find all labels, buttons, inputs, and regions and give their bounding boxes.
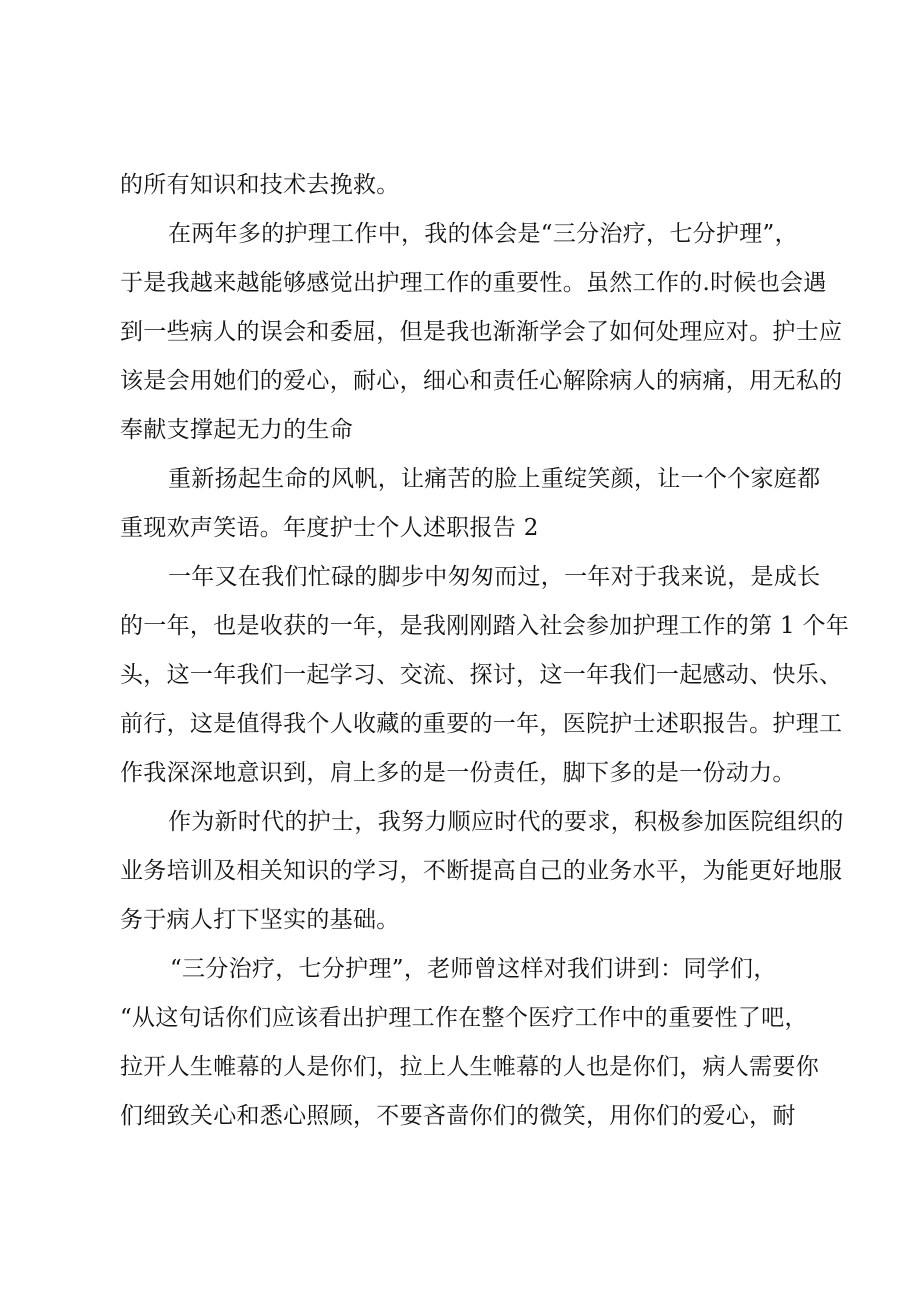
text-line: 的所有知识和技术去挽救。: [120, 172, 400, 198]
text-line: 们细致关心和悉心照顾，不要吝啬你们的微笑，用你们的爱心，耐: [120, 1103, 796, 1129]
text-line: 在两年多的护理工作中，我的体会是“三分治疗，七分护理”，: [168, 221, 798, 247]
text-line: 头，这一年我们一起学习、交流、探讨，这一年我们一起感动、快乐、: [120, 662, 843, 688]
text-line: 拉开人生帷幕的人是你们，拉上人生帷幕的人也是你们，病人需要你: [120, 1054, 819, 1080]
text-line: “从这句话你们应该看出护理工作在整个医疗工作中的重要性了吧，: [120, 1005, 808, 1031]
text-line: 该是会用她们的爱心，耐心，细心和责任心解除病人的病痛，用无私的: [120, 368, 843, 394]
text-line: 一年又在我们忙碌的脚步中匆匆而过，一年对于我来说，是成长: [168, 564, 821, 590]
text-line: 的一年，也是收获的一年，是我刚刚踏入社会参加护理工作的第 1 个年: [120, 613, 850, 639]
text-line: 作为新时代的护士，我努力顺应时代的要求，积极参加医院组织的: [168, 809, 844, 835]
text-line: 重新扬起生命的风帆，让痛苦的脸上重绽笑颜，让一个个家庭都: [168, 466, 821, 492]
text-line: 奉献支撑起无力的生命: [120, 417, 353, 443]
text-line: 作我深深地意识到，肩上多的是一份责任，脚下多的是一份动力。: [120, 760, 796, 786]
text-line: 业务培训及相关知识的学习，不断提高自己的业务水平，为能更好地服: [120, 858, 843, 884]
text-line: 于是我越来越能够感觉出护理工作的重要性。虽然工作的.时候也会遇: [120, 270, 827, 296]
text-line: 重现欢声笑语。年度护士个人述职报告 2: [120, 515, 539, 541]
text-line: 前行，这是值得我个人收藏的重要的一年，医院护士述职报告。护理工: [120, 711, 843, 737]
text-line: 到一些病人的误会和委屈，但是我也渐渐学会了如何处理应对。护士应: [120, 319, 843, 345]
text-line: 务于病人打下坚实的基础。: [120, 907, 400, 933]
text-line: “三分治疗，七分护理”，老师曾这样对我们讲到：同学们，: [170, 956, 777, 982]
